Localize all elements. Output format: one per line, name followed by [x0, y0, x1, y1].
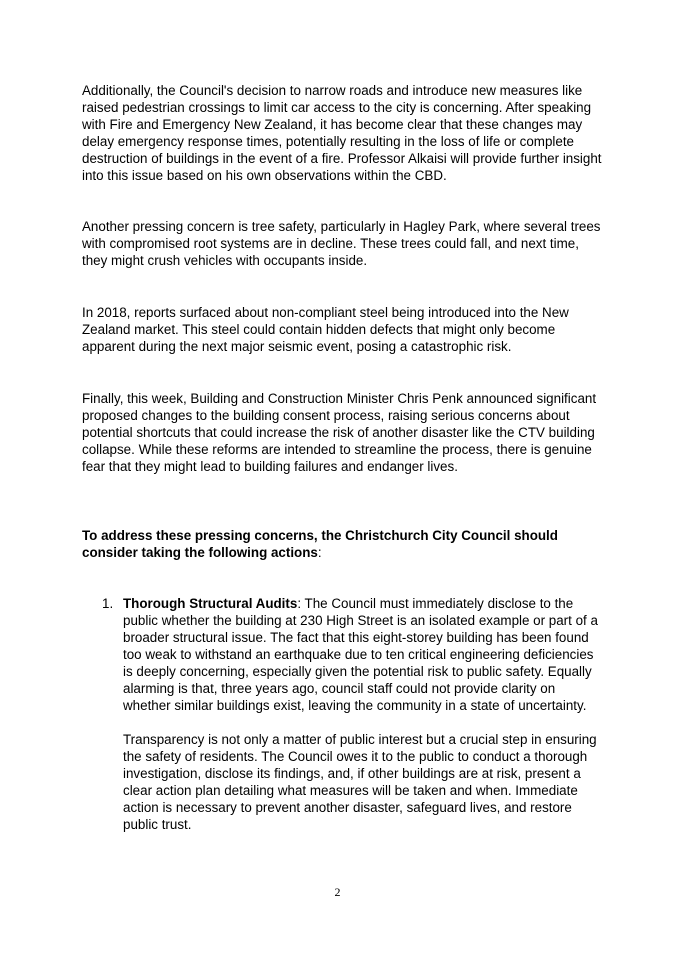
list-item-title: Thorough Structural Audits: [123, 596, 298, 611]
actions-heading-colon: :: [317, 545, 322, 560]
list-item-text: [123, 595, 602, 714]
paragraph-non-compliant-steel: In 2018, reports surfaced about non-compliant steel being introduced into the New Zealand market. This steel could contain hidden defects that might only become apparent during the next major seismic event, posing a catastrophic risk.: [82, 305, 569, 354]
list-item: [82, 595, 602, 833]
paragraph-building-consent-changes: Finally, this week, Building and Construction Minister Chris Penk announced significant proposed changes to the building consent process, raising serious concerns about potential shortcuts that could increase the risk of another disaster like the CTV building collapse. While these reforms are intended to streamline the process, there is genuine fear that they might lead to building failures and endanger lives.: [82, 391, 597, 474]
paragraph-tree-safety: Another pressing concern is tree safety, particularly in Hagley Park, where several trees with compromised root systems are in decline. These trees could fall, and next time, they might crush vehicles with occupants inside.: [82, 219, 601, 268]
list-item-number: 1.: [102, 596, 114, 611]
actions-heading-bold: To address these pressing concerns, the Christchurch City Council should consider taking the following actions: [82, 528, 558, 560]
list-item-followup: Transparency is not only a matter of public interest but a crucial step in ensuring the safety of residents. The Council owes it to the public to conduct a thorough investigation, disclose its findings, and, if other buildings are at risk, present a clear action plan detailing what measures will be taken and when. Immediate action is necessary to prevent another disaster, safeguard lives, and restore public trust.: [123, 732, 597, 832]
actions-heading: [82, 527, 602, 561]
actions-list: [82, 595, 602, 850]
page-number: 2: [334, 885, 341, 899]
paragraph-road-narrowing: Additionally, the Council's decision to narrow roads and introduce new measures like raised pedestrian crossings to limit car access to the city is concerning. After speaking with Fire and Emergency New Zealand, it has become clear that these changes may delay emergency response times, potentially resulting in the loss of life or complete destruction of buildings in the event of a fire. Professor Alkaisi will provide further insight into this issue based on his own observations within the CBD.: [82, 83, 602, 183]
list-item-body: : The Council must immediately disclose to the public whether the building at 230 High Street is an isolated example or part of a broader structural issue. The fact that this eight-storey building has been found too weak to withstand an earthquake due to ten critical engineering deficiencies is deeply concerning, especially given the potential risk to public safety. Equally alarming is that, three years ago, council staff could not provide clarity on whether similar buildings exist, leaving the community in a state of uncertainty.: [123, 596, 598, 713]
